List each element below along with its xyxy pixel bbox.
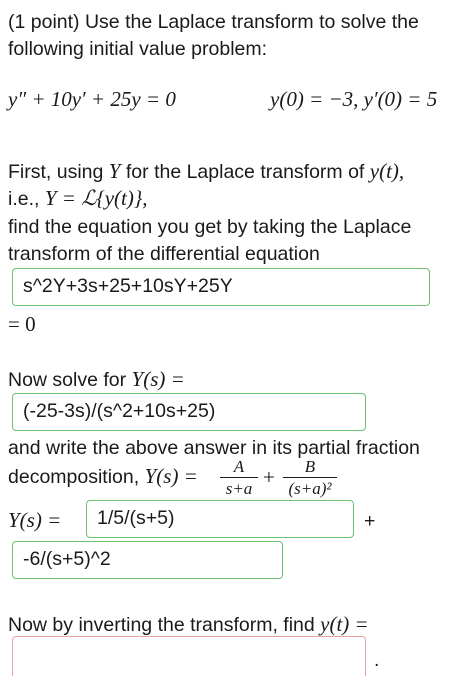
step2-label <box>8 367 185 392</box>
problem-intro-line1 <box>8 10 419 34</box>
solve-for-Y-input[interactable]: (-25-3s)/(s^2+10s+25) <box>12 393 366 431</box>
fraction-B-denominator: (s+a)² <box>288 479 332 499</box>
points-label: (1 point) <box>8 11 80 33</box>
function-y-of-t: y(t), <box>369 159 405 183</box>
fraction-A-numerator: A <box>233 457 245 476</box>
decomp-plus: + <box>263 465 275 489</box>
trailing-period: . <box>374 649 380 671</box>
step1-line4: transform of the differential equation <box>8 243 320 265</box>
ys-label: Y(s) = <box>8 508 62 532</box>
step1-line1-mid: for the Laplace transform of <box>125 161 365 183</box>
step4-label <box>8 612 369 637</box>
step3-line1: and write the above answer in its partial fraction <box>8 437 420 459</box>
partial-fraction-A-input[interactable]: 1/5/(s+5) <box>86 500 354 538</box>
equals-zero: = 0 <box>8 312 36 336</box>
partial-fraction-B-input[interactable]: -6/(s+5)^2 <box>12 541 283 579</box>
laplace-variable: Y <box>108 159 121 183</box>
step3-line2-prefix: decomposition, <box>8 466 140 488</box>
ys-equals: Y(s) = <box>131 367 185 391</box>
step1-line2-prefix: i.e., <box>8 188 40 210</box>
laplace-definition: Y = ℒ{y(t)}, <box>44 186 148 210</box>
fraction-A-over-s-plus-a <box>220 458 258 497</box>
transformed-equation-input[interactable]: s^2Y+3s+25+10sY+25Y <box>12 268 430 306</box>
partial-fraction-plus: + <box>364 510 376 532</box>
fraction-A-denominator: s+a <box>225 479 253 499</box>
problem-intro-line2: following initial value problem: <box>8 38 268 60</box>
intro-text: Use the Laplace transform to solve the <box>84 11 419 33</box>
yt-equals: y(t) = <box>320 612 369 636</box>
step4-label-prefix: Now by inverting the transform, find <box>8 614 315 636</box>
ys-equals-decomp: Y(s) = <box>144 464 198 488</box>
step1-line1-prefix: First, using <box>8 161 104 183</box>
fraction-bar <box>220 477 258 478</box>
step3-line2 <box>8 464 198 489</box>
fraction-B-numerator: B <box>304 457 316 476</box>
fraction-B-over-s-plus-a-squared <box>283 458 337 497</box>
inverse-transform-input[interactable] <box>12 636 366 676</box>
step1-line3: find the equation you get by taking the Laplace <box>8 216 412 238</box>
step1-line1 <box>8 159 404 184</box>
step1-line2 <box>8 186 148 211</box>
ode-equation: y″ + 10y′ + 25y = 0 <box>8 87 176 111</box>
initial-conditions: y(0) = −3, y′(0) = 5 <box>270 87 438 111</box>
step2-label-prefix: Now solve for <box>8 369 127 391</box>
fraction-bar <box>283 477 337 478</box>
